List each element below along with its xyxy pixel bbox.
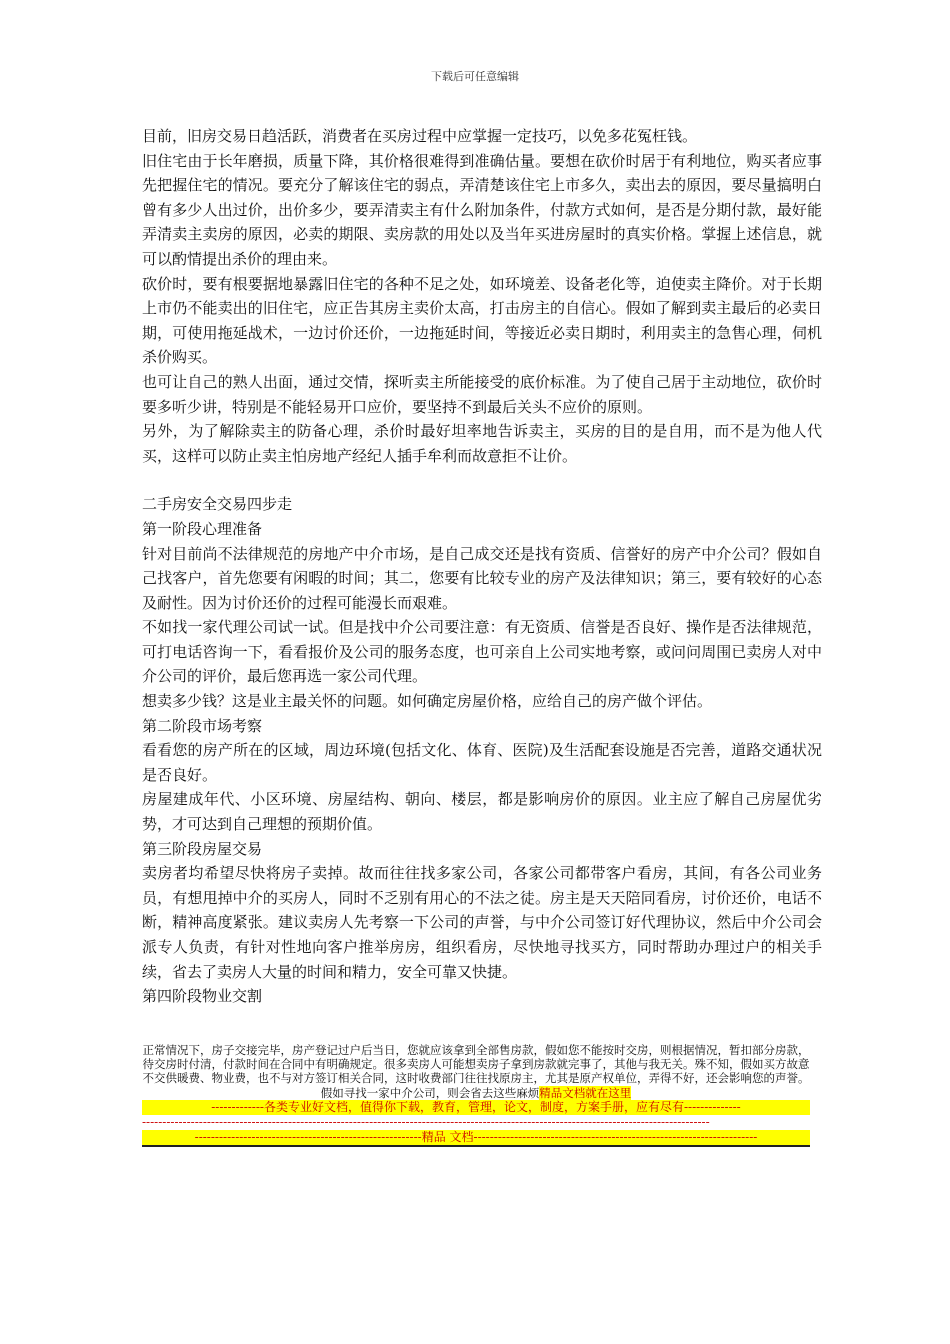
stage-heading: 第一阶段心理准备 <box>142 519 263 538</box>
paragraph: 房屋建成年代、小区环境、房屋结构、朝向、楼层，都是影响房价的原因。业主应了解自己房屋优劣势，才可达到自己理想的预期价值。 <box>142 790 822 834</box>
paragraph: 不如找一家代理公司试一试。但是找中介公司要注意：有无资质、信誉是否良好、操作是否法律规范，可打电话咨询一下，看看报价及公司的服务态度，也可亲自上公司实地考察，或问问周围已卖房人对中介公司的评价，最后您再选一家公司代理。 <box>142 618 822 686</box>
document-footer <box>142 1043 810 1147</box>
stage-four-body: 正常情况下，房子交接完毕，房产登记过户后当日，您就应该拿到全部售房款，假如您不能按时交房，则根据情况，暂扣部分房款，待交房时付清，付款时间在合同中有明确规定。很多卖房人可能想卖房子拿到房款就完事了，其他与我无关。殊不知，假如买方故意不交供暖费、物业费，也不与对方签订相关合同，这时收费部门往往找原房主，尤其是原产权单位，弄得不好，还会影响您的声誉。假如寻找一家中介公司，则会省去这些麻烦 <box>142 1043 810 1100</box>
section-title: 二手房安全交易四步走 <box>142 495 293 514</box>
promo-banner: -------------各类专业好文档，值得你下载，教育，管理，论文，制度，方案手册，应有尽有-------------- <box>142 1100 810 1115</box>
brand-banner: --------------------------------------------------------精品 文档---------------------------------------------------------------------- <box>142 1130 810 1147</box>
stage-heading: 第四阶段物业交割 <box>142 987 263 1006</box>
blank-line <box>142 468 822 492</box>
paragraph: 旧住宅由于长年磨损，质量下降，其价格很难得到准确估量。要想在砍价时居于有利地位，购买者应事先把握住宅的情况。要充分了解该住宅的弱点，弄清楚该住宅上市多久，卖出去的原因，要尽量搞明白曾有多少人出过价，出价多少，要弄清卖主有什么附加条件，付款方式如何，是否是分期付款，最好能弄清卖主卖房的原因，必卖的期限、卖房款的用处以及当年买进房屋时的真实价格。掌握上述信息，就可以酌情提出杀价的理由来。 <box>142 151 822 268</box>
paragraph: 目前，旧房交易日趋活跃，消费者在买房过程中应掌握一定技巧，以免多花冤枉钱。 <box>142 127 698 145</box>
page-header: 下载后可任意编辑 <box>431 70 519 83</box>
paragraph: 想卖多少钱？这是业主最关怀的问题。如何确定房屋价格，应给自己的房产做个评估。 <box>142 692 713 711</box>
paragraph: 另外，为了解除卖主的防备心理，杀价时最好坦率地告诉卖主，买房的目的是自用，而不是为他人代买，这样可以防止卖主怕房地产经纪人插手牟利而故意拒不让价。 <box>142 422 822 465</box>
paragraph: 针对目前尚不法律规范的房地产中介市场，是自己成交还是找有资质、信誉好的房产中介公司？假如自己找客户，首先您要有闲暇的时间；其二，您要有比较专业的房产及法律知识；第三，要有较好的心态及耐性。因为讨价还价的过程可能漫长而艰难。 <box>142 544 822 612</box>
paragraph: 砍价时，要有根要据地暴露旧住宅的各种不足之处，如环境差、设备老化等，迫使卖主降价。对于长期上市仍不能卖出的旧住宅，应正告其房主卖价太高，打击房主的自信心。假如了解到卖主最后的必卖日期，可使用拖延战术，一边讨价还价，一边拖延时间，等接近必卖日期时，利用卖主的急售心理，伺机杀价购买。 <box>142 274 822 367</box>
stage-heading: 第三阶段房屋交易 <box>142 839 263 858</box>
stage-heading: 第二阶段市场考察 <box>142 716 263 735</box>
dashed-divider: -------------------------------------------------------------------------------------------------------------------------------------------- <box>142 1114 710 1129</box>
paragraph: 看看您的房产所在的区域，周边环境(包括文化、体育、医院)及生活配套设施是否完善，道路交通状况是否良好。 <box>142 741 822 784</box>
paragraph: 卖房者均希望尽快将房子卖掉。故而往往找多家公司，各家公司都带客户看房，其间，有各公司业务员，有想甩掉中介的买房人，同时不乏别有用心的不法之徒。房主是天天陪同看房，讨价还价，电话不断，精神高度紧张。建议卖房人先考察一下公司的声誉，与中介公司签订好代理协议，然后中介公司会派专人负责，有针对性地向客户推举房房，组织看房，尽快地寻找买方，同时帮助办理过户的相关手续，省去了卖房人大量的时间和精力，安全可靠又快捷。 <box>142 864 822 981</box>
document-body <box>142 124 822 1009</box>
highlight-link-text: 精品文档就在这里 <box>539 1085 632 1100</box>
stage-four-text <box>142 1043 810 1100</box>
paragraph: 也可让自己的熟人出面，通过交情，探听卖主所能接受的底价标准。为了使自己居于主动地位，砍价时要多听少讲，特别是不能轻易开口应价，要坚持不到最后关头不应价的原则。 <box>142 372 822 416</box>
